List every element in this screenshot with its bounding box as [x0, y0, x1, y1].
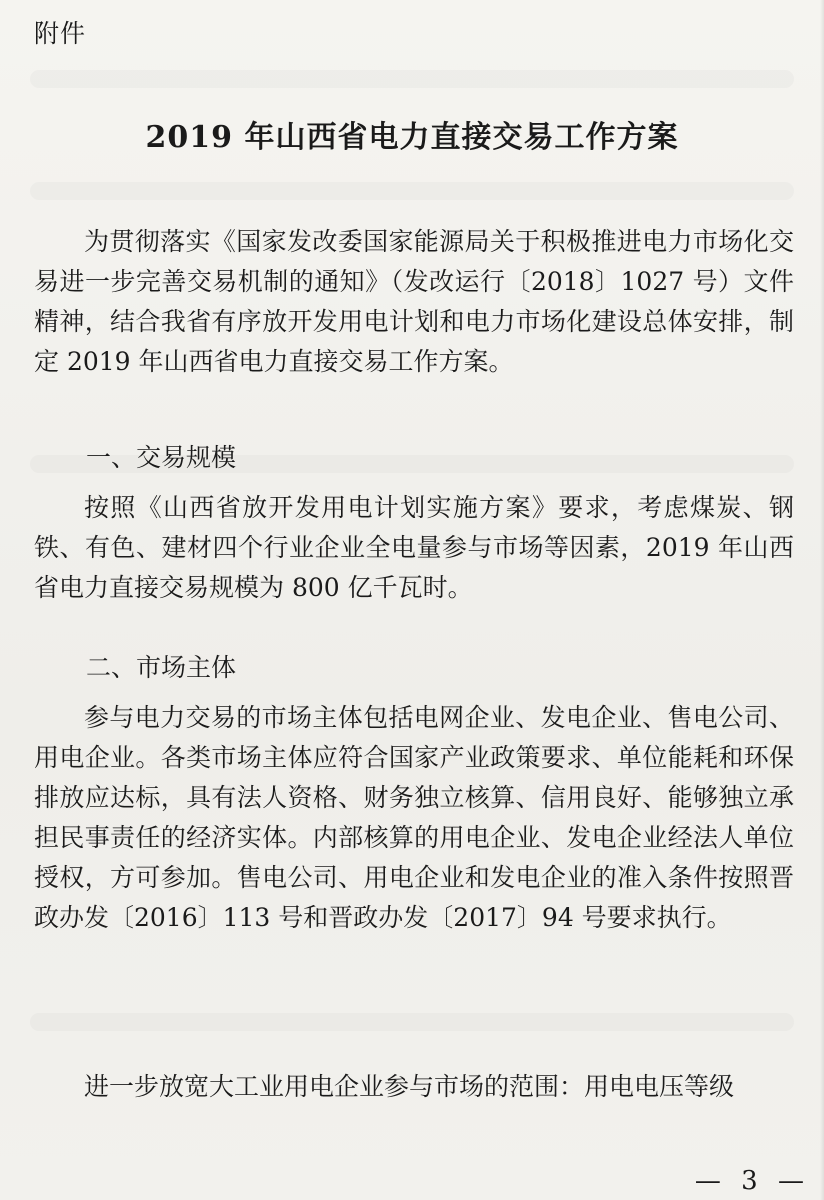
section-heading-market-entities: 二、市场主体 — [86, 653, 237, 682]
page-number: — 3 — — [694, 1166, 810, 1196]
scan-bleed-mark — [30, 182, 794, 200]
intro-paragraph: 为贯彻落实《国家发改委国家能源局关于积极推进电力市场化交易进一步完善交易机制的通知》（发改运行〔2018〕1027 号）文件精神，结合我省有序放开发用电计划和电力市场化建设总体安排，制定 2019 年山西省电力直接交易工作方案。 — [34, 227, 794, 376]
attachment-label: 附件 — [34, 19, 87, 48]
section-heading-scale: 一、交易规模 — [86, 443, 237, 472]
section-market-entities-paragraph: 参与电力交易的市场主体包括电网企业、发电企业、售电公司、用电企业。各类市场主体应符合国家产业政策要求、单位能耗和环保排放应达标，具有法人资格、财务独立核算、信用良好、能够独立承担民事责任的经济实体。内部核算的用电企业、发电企业经法人单位授权，方可参加。售电公司、用电企业和发电企业的准入条件按照晋政办发〔2016〕113 号和晋政办发〔2017〕94 号要求执行。 — [34, 703, 794, 932]
document-title: 2019 年山西省电力直接交易工作方案 — [145, 120, 679, 155]
section-market-entities-paragraph-2: 进一步放宽大工业用电企业参与市场的范围：用电电压等级 — [84, 1072, 735, 1101]
section-scale-paragraph: 按照《山西省放开发用电计划实施方案》要求，考虑煤炭、钢铁、有色、建材四个行业企业全电量参与市场等因素，2019 年山西省电力直接交易规模为 800 亿千瓦时。 — [34, 493, 794, 602]
scan-bleed-mark — [30, 70, 794, 88]
scan-edge-shadow — [820, 0, 824, 1200]
scan-bleed-mark — [30, 1013, 794, 1031]
